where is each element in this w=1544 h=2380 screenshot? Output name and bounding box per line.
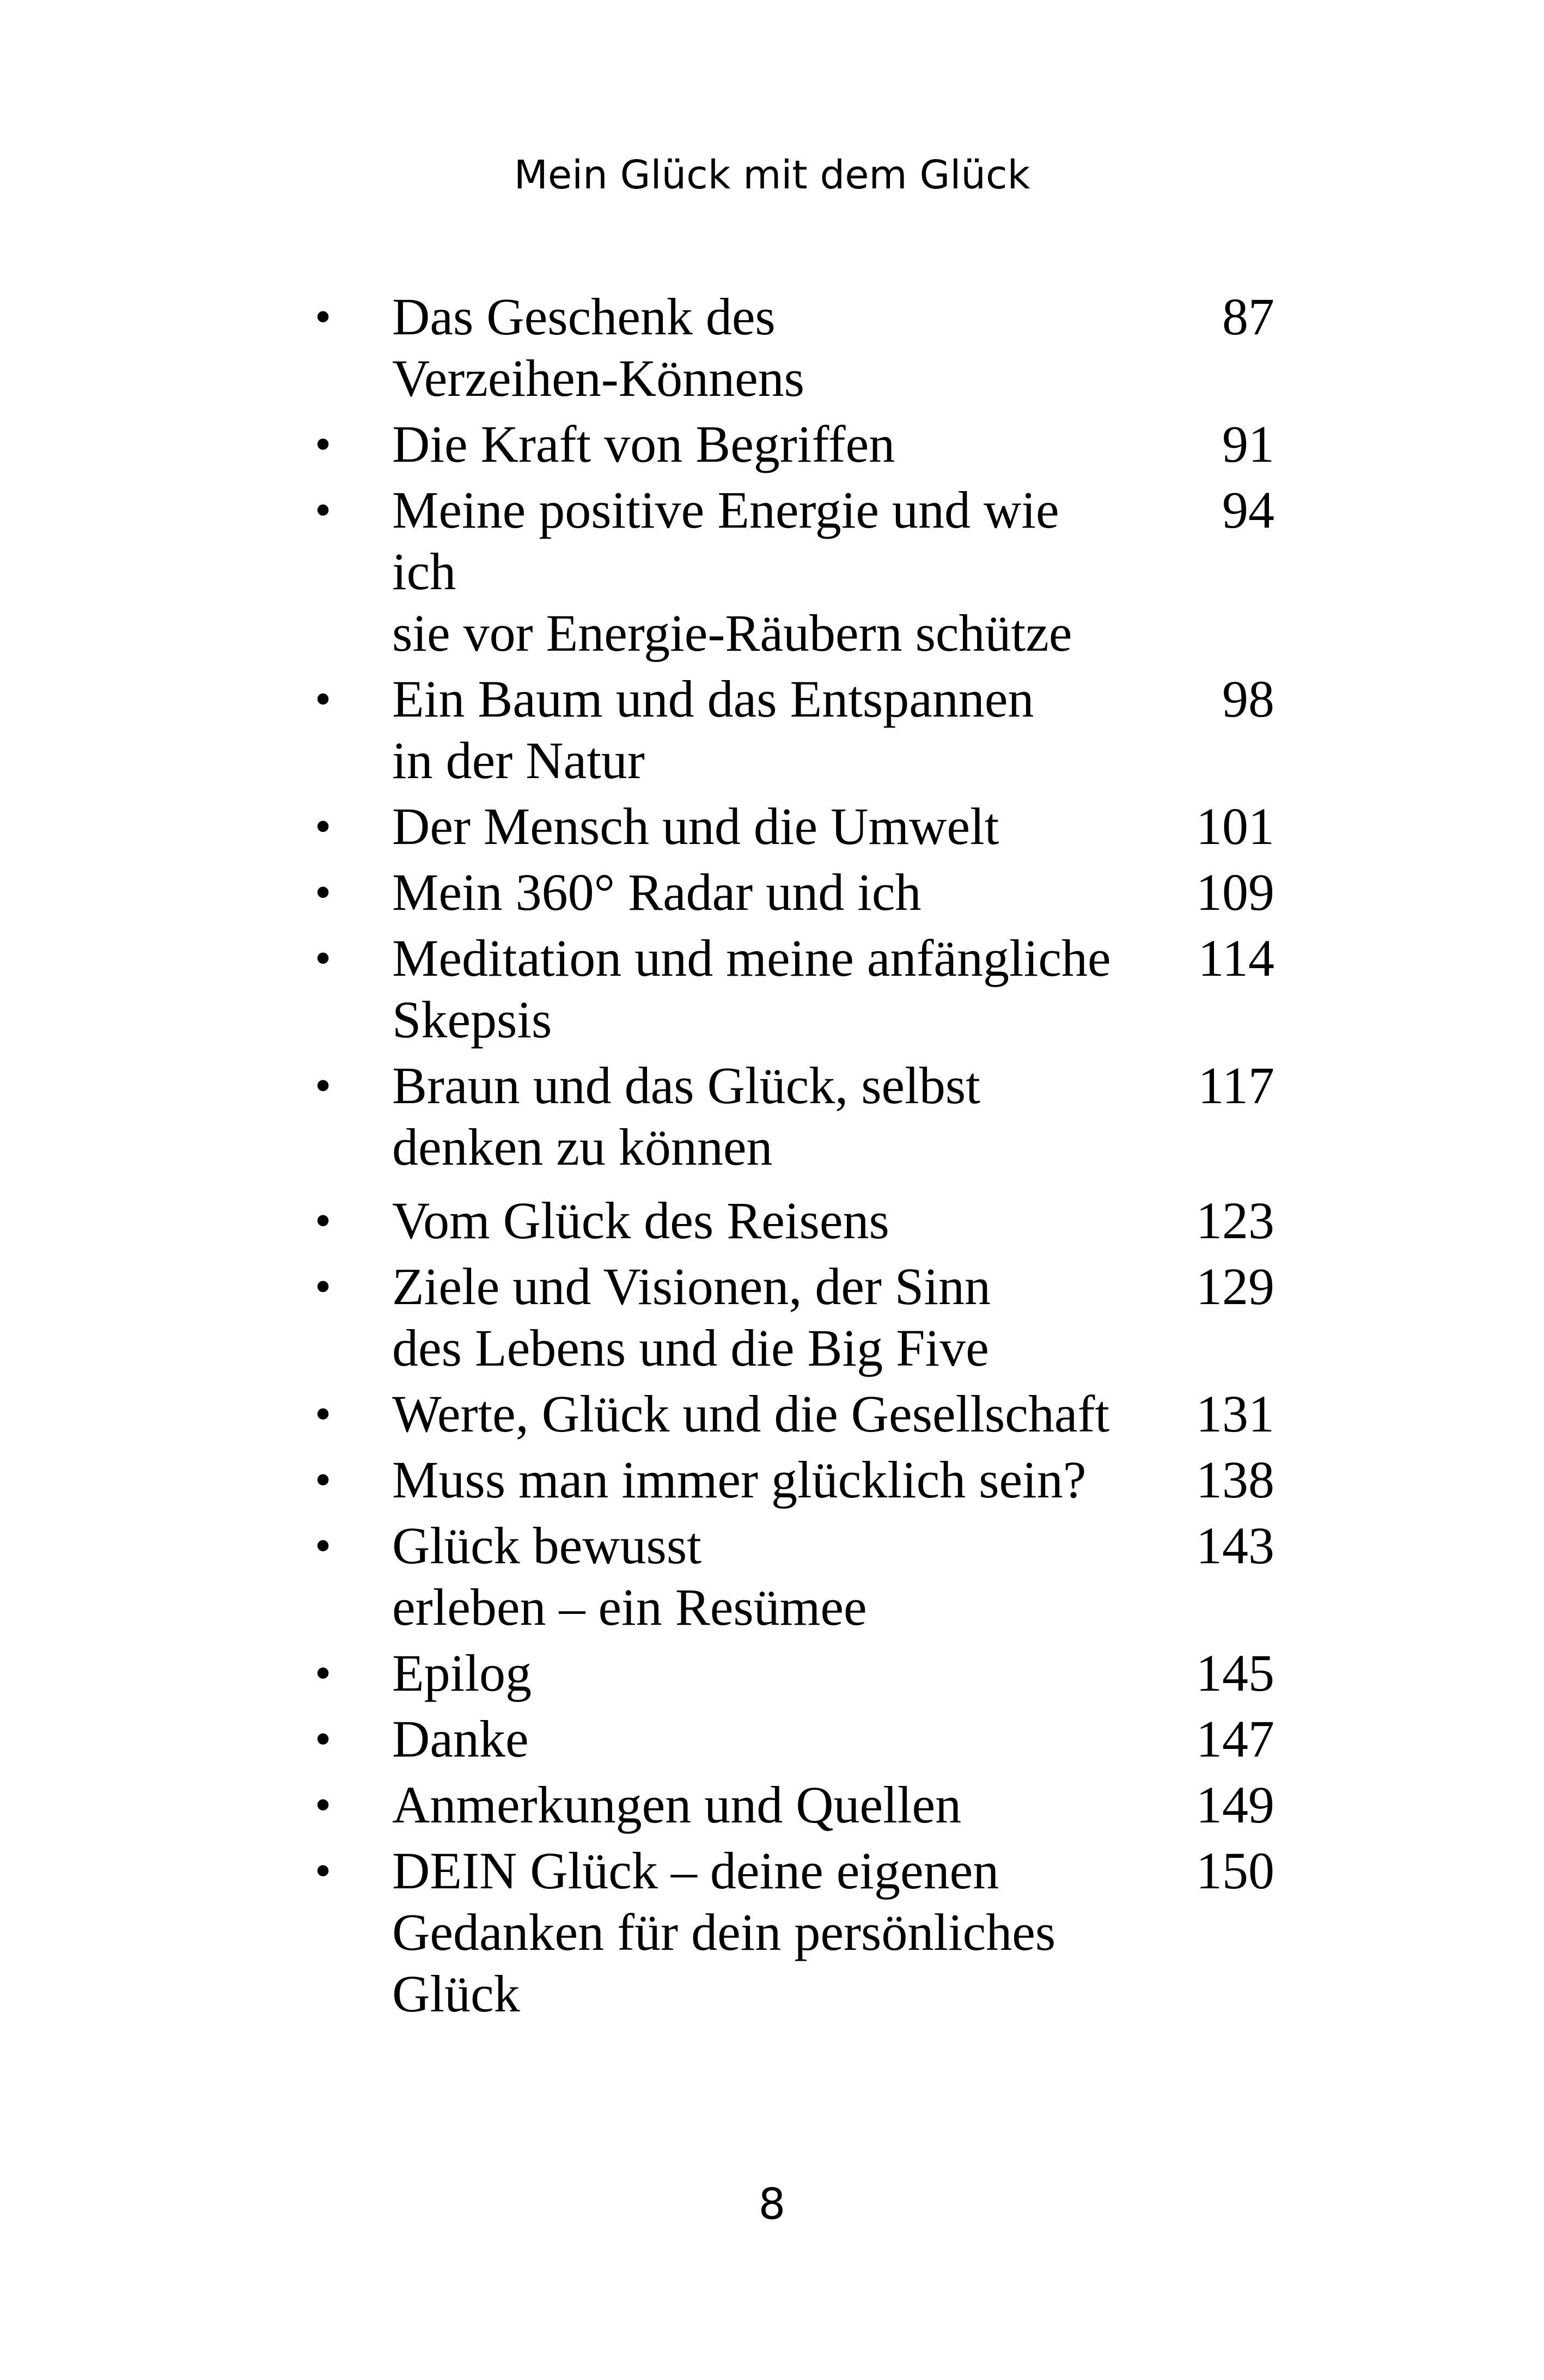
toc-entry-page-number: 131 [1196, 1385, 1274, 1443]
toc-entry-page-number: 98 [1222, 670, 1274, 728]
bullet-icon: • [315, 1059, 332, 1111]
bullet-icon: • [315, 1844, 332, 1896]
toc-entry-page-number: 150 [1196, 1841, 1274, 1900]
bullet-icon: • [315, 1647, 332, 1699]
toc-entry [305, 1774, 1274, 1836]
toc-entry [305, 1055, 1274, 1178]
toc-entry [305, 1642, 1274, 1704]
bullet-icon: • [315, 800, 332, 852]
toc-entry [305, 927, 1274, 1050]
toc-entry [305, 861, 1274, 923]
bullet-icon: • [315, 418, 332, 470]
toc-entry-title-line: Skepsis [392, 990, 552, 1049]
toc-entry [305, 1840, 1274, 2024]
toc-entry-title-line: Danke [392, 1710, 529, 1768]
bullet-icon: • [315, 1453, 332, 1506]
toc-entry-title-line: DEIN Glück – deine eigenen [392, 1841, 999, 1900]
bullet-icon: • [315, 1194, 332, 1246]
toc-entry-title-line: Muss man immer glücklich sein? [392, 1451, 1087, 1509]
running-header: Mein Glück mit dem Glück [514, 152, 1030, 198]
toc-entry-title-line: des Lebens und die Big Five [392, 1319, 989, 1377]
toc-entry [305, 479, 1274, 664]
toc-entry-title-line: Gedanken für dein persönliches [392, 1903, 1056, 1961]
toc-entry-title-line: Glück bewusst [392, 1516, 701, 1575]
toc-entry [305, 286, 1274, 409]
toc-entry-page-number: 109 [1196, 863, 1274, 921]
bullet-icon: • [315, 672, 332, 725]
bullet-icon: • [315, 866, 332, 918]
toc-entry-page-number: 101 [1196, 797, 1274, 855]
bullet-icon: • [315, 1260, 332, 1312]
toc-entry-title-line: Meine positive Energie und wie ich [392, 481, 1059, 601]
toc-entry [305, 1383, 1274, 1445]
toc-entry [305, 1708, 1274, 1770]
toc-entry-title-line: Verzeihen-Könnens [392, 349, 805, 407]
toc-entry-title-line: erleben – ein Resümee [392, 1578, 867, 1636]
toc-entry-title-line: Anmerkungen und Quellen [392, 1776, 962, 1834]
toc-entry-title-line: Ein Baum und das Entspannen [392, 670, 1034, 728]
toc-entry-page-number: 145 [1196, 1644, 1274, 1702]
toc-entry [305, 668, 1274, 791]
toc-entry-title-line: Werte, Glück und die Gesellschaft [392, 1385, 1110, 1443]
toc-entry-page-number: 147 [1196, 1710, 1274, 1768]
toc-entry-title-line: Braun und das Glück, selbst [392, 1056, 980, 1115]
bullet-icon: • [315, 290, 332, 342]
toc-entry-page-number: 114 [1198, 929, 1274, 987]
toc-entry-title-line: Der Mensch und die Umwelt [392, 797, 999, 855]
bullet-icon: • [315, 1387, 332, 1440]
bullet-icon: • [315, 932, 332, 984]
toc-entry-page-number: 87 [1222, 287, 1274, 346]
toc-entry-page-number: 123 [1196, 1191, 1274, 1250]
toc-entry-title-line: Ziele und Visionen, der Sinn [392, 1257, 991, 1316]
toc-entry [305, 1515, 1274, 1638]
bullet-icon: • [315, 1519, 332, 1571]
toc-entry-page-number: 91 [1222, 415, 1274, 473]
bullet-icon: • [315, 484, 332, 536]
bullet-icon: • [315, 1712, 332, 1765]
toc-entry [305, 1449, 1274, 1510]
toc-entry [305, 413, 1274, 475]
toc-entry-page-number: 149 [1196, 1776, 1274, 1834]
toc-entry-title-line: denken zu können [392, 1118, 773, 1176]
toc-entry-title-line: Glück [392, 1965, 520, 2023]
toc-entry-page-number: 94 [1222, 481, 1274, 539]
toc-entry-title-line: in der Natur [392, 731, 645, 790]
toc-entry-page-number: 138 [1196, 1451, 1274, 1509]
table-of-contents [305, 286, 1274, 2029]
toc-entry-title-line: Meditation und meine anfängliche [392, 929, 1111, 987]
toc-entry-title-line: Die Kraft von Begriffen [392, 415, 895, 473]
toc-entry-title-line: Epilog [392, 1644, 532, 1702]
toc-entry-title-line: Mein 360° Radar und ich [392, 863, 921, 921]
toc-entry-title-line: sie vor Energie-Räubern schütze [392, 604, 1072, 662]
toc-entry-page-number: 143 [1196, 1516, 1274, 1575]
toc-entry-page-number: 117 [1198, 1056, 1274, 1115]
toc-entry [305, 1190, 1274, 1251]
toc-entry-title-line: Vom Glück des Reisens [392, 1191, 889, 1250]
toc-entry-title-line: Das Geschenk des [392, 287, 776, 346]
toc-entry-page-number: 129 [1196, 1257, 1274, 1316]
page-number: 8 [758, 2180, 786, 2229]
toc-entry [305, 1256, 1274, 1379]
bullet-icon: • [315, 1778, 332, 1831]
toc-entry [305, 796, 1274, 857]
